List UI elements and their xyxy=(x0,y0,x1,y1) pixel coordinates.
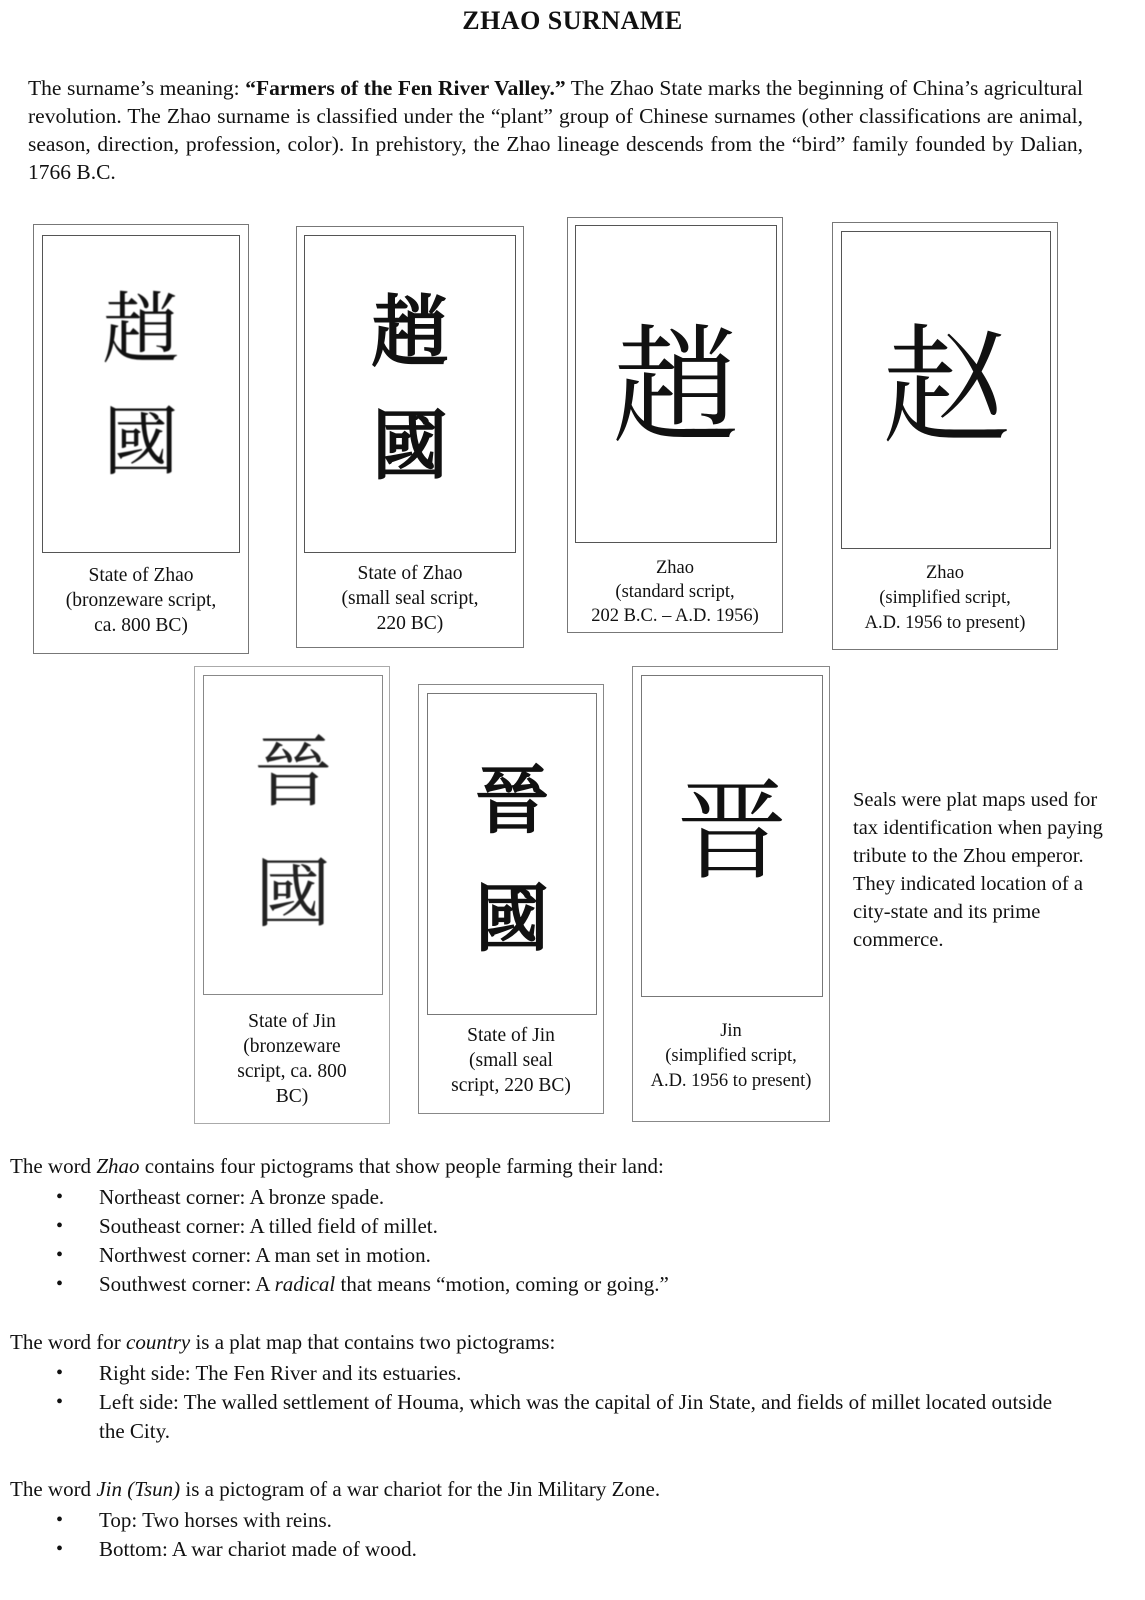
card-zhao-bronzeware xyxy=(33,224,249,654)
seal-frame xyxy=(304,235,516,553)
card-jin-simplified xyxy=(632,666,830,1122)
list-item: • Bottom: A war chariot made of wood. xyxy=(10,1535,1100,1564)
caption-line: State of Zhao xyxy=(357,563,463,584)
caption-line: (simplified script, xyxy=(665,1046,797,1066)
card-caption xyxy=(633,1019,829,1094)
seal-glyph-country: 國 xyxy=(372,401,448,490)
list-item: • Top: Two horses with reins. xyxy=(10,1506,1100,1535)
seal-glyph-jin: 晉 xyxy=(253,728,333,818)
intro-paragraph xyxy=(28,74,1083,186)
seal-frame xyxy=(575,225,777,543)
caption-line: ca. 800 BC) xyxy=(94,615,188,636)
bullet-list xyxy=(10,1183,1100,1299)
seal-glyph-jin-simplified: 晋 xyxy=(677,767,787,895)
intro-text: The word xyxy=(10,1477,97,1501)
intro-text: The Zhao State marks the beginning of China’s agricultural revolution. The Zhao surname is classified under the “plant” group of Chinese surnames (other classifications are animal, season, direction, profession, color). In prehistory, the Zhao lineage descends from the “bird” family founded by Dalian, 1766 B.C. xyxy=(28,76,1084,184)
intro-term: Jin (Tsun) xyxy=(96,1477,181,1501)
intro-text: The word for xyxy=(10,1330,127,1354)
seal-frame xyxy=(42,235,240,553)
caption-line: State of Jin xyxy=(467,1025,555,1046)
card-caption xyxy=(568,556,782,628)
intro-term: Zhao xyxy=(96,1154,140,1178)
item-text: Northeast corner: A bronze spade. xyxy=(99,1185,385,1209)
seal-frame xyxy=(427,693,597,1015)
caption-line: Zhao xyxy=(925,563,964,583)
seal-frame xyxy=(641,675,823,997)
section-intro xyxy=(10,1475,1100,1504)
caption-line: script, ca. 800 xyxy=(237,1061,347,1082)
seal-glyph-zhao: 趙 xyxy=(101,285,181,375)
caption-line: 220 BC) xyxy=(376,613,444,634)
country-pictogram-section xyxy=(10,1328,1100,1446)
intro-term: country xyxy=(126,1330,191,1354)
bullet-list xyxy=(10,1506,1100,1564)
list-item xyxy=(10,1183,1100,1212)
caption-line: 202 B.C. – A.D. 1956) xyxy=(591,606,759,626)
page-title: ZHAO SURNAME xyxy=(462,6,683,35)
card-caption xyxy=(297,561,523,636)
caption-line: A.D. 1956 to present) xyxy=(650,1071,812,1091)
caption-line: Jin xyxy=(720,1021,742,1041)
seal-glyph-jin: 晉 xyxy=(475,758,549,844)
caption-line: A.D. 1956 to present) xyxy=(864,613,1026,633)
caption-line: (standard script, xyxy=(615,582,735,602)
zhao-pictogram-section xyxy=(10,1152,1100,1299)
seal-glyph-zhao: 趙 xyxy=(370,287,450,378)
seal-glyph-zhao-simplified: 赵 xyxy=(881,313,1011,462)
caption-line: script, 220 BC) xyxy=(451,1075,571,1096)
card-caption xyxy=(195,1009,389,1109)
caption-line: Zhao xyxy=(655,558,694,578)
seal-glyph-zhao-standard: 趙 xyxy=(611,313,741,462)
caption-line: (small seal script, xyxy=(341,588,479,609)
item-text: Southeast corner: A tilled field of millet. xyxy=(99,1214,438,1238)
caption-line: (small seal xyxy=(469,1050,553,1071)
jin-pictogram-section xyxy=(10,1475,1100,1564)
intro-meaning: “Farmers of the Fen River Valley.” xyxy=(245,76,566,100)
seal-frame xyxy=(841,231,1051,549)
card-jin-bronzeware xyxy=(194,666,390,1124)
intro-text: is a plat map that contains two pictograms: xyxy=(190,1330,556,1354)
bullet-list xyxy=(10,1359,1100,1446)
item-term: radical xyxy=(274,1272,336,1296)
card-caption xyxy=(34,563,248,638)
section-intro xyxy=(10,1152,1100,1181)
seal-frame xyxy=(203,675,383,995)
caption-line: (bronzeware xyxy=(243,1036,341,1057)
caption-line: State of Jin xyxy=(248,1011,336,1032)
list-item: • Right side: The Fen River and its estuaries. xyxy=(10,1359,1100,1388)
card-caption xyxy=(419,1023,603,1098)
list-item xyxy=(10,1241,1100,1270)
item-text: that means “motion, coming or going.” xyxy=(335,1272,669,1296)
seal-glyph-country: 國 xyxy=(475,876,549,962)
caption-line: State of Zhao xyxy=(88,565,194,586)
card-caption xyxy=(833,561,1057,636)
intro-lead: The surname’s meaning: xyxy=(28,76,240,100)
seal-glyph-country: 國 xyxy=(103,397,179,486)
list-item: • Left side: The walled settlement of Houma, which was the capital of Jin State, and fields of millet located outside the City. xyxy=(10,1388,1100,1446)
card-zhao-simplified xyxy=(832,222,1058,650)
card-jin-small-seal xyxy=(418,684,604,1114)
caption-line: (bronzeware script, xyxy=(65,590,217,611)
intro-text: contains four pictograms that show people farming their land: xyxy=(139,1154,664,1178)
card-zhao-small-seal xyxy=(296,226,524,648)
caption-line: (simplified script, xyxy=(879,588,1011,608)
section-intro xyxy=(10,1328,1100,1357)
seal-glyph-country: 國 xyxy=(255,849,331,938)
card-zhao-standard xyxy=(567,217,783,633)
item-text: Northwest corner: A man set in motion. xyxy=(99,1243,431,1267)
list-item xyxy=(10,1212,1100,1241)
seal-sidenote: Seals were plat maps used for tax identification when paying tribute to the Zhou emperor. They indicated location of a city-state and its prime commerce. xyxy=(853,789,1103,951)
list-item xyxy=(10,1270,1100,1299)
caption-line: BC) xyxy=(275,1086,309,1107)
item-text: Southwest corner: A xyxy=(99,1272,275,1296)
intro-text: is a pictogram of a war chariot for the Jin Military Zone. xyxy=(180,1477,661,1501)
intro-text: The word xyxy=(10,1154,97,1178)
